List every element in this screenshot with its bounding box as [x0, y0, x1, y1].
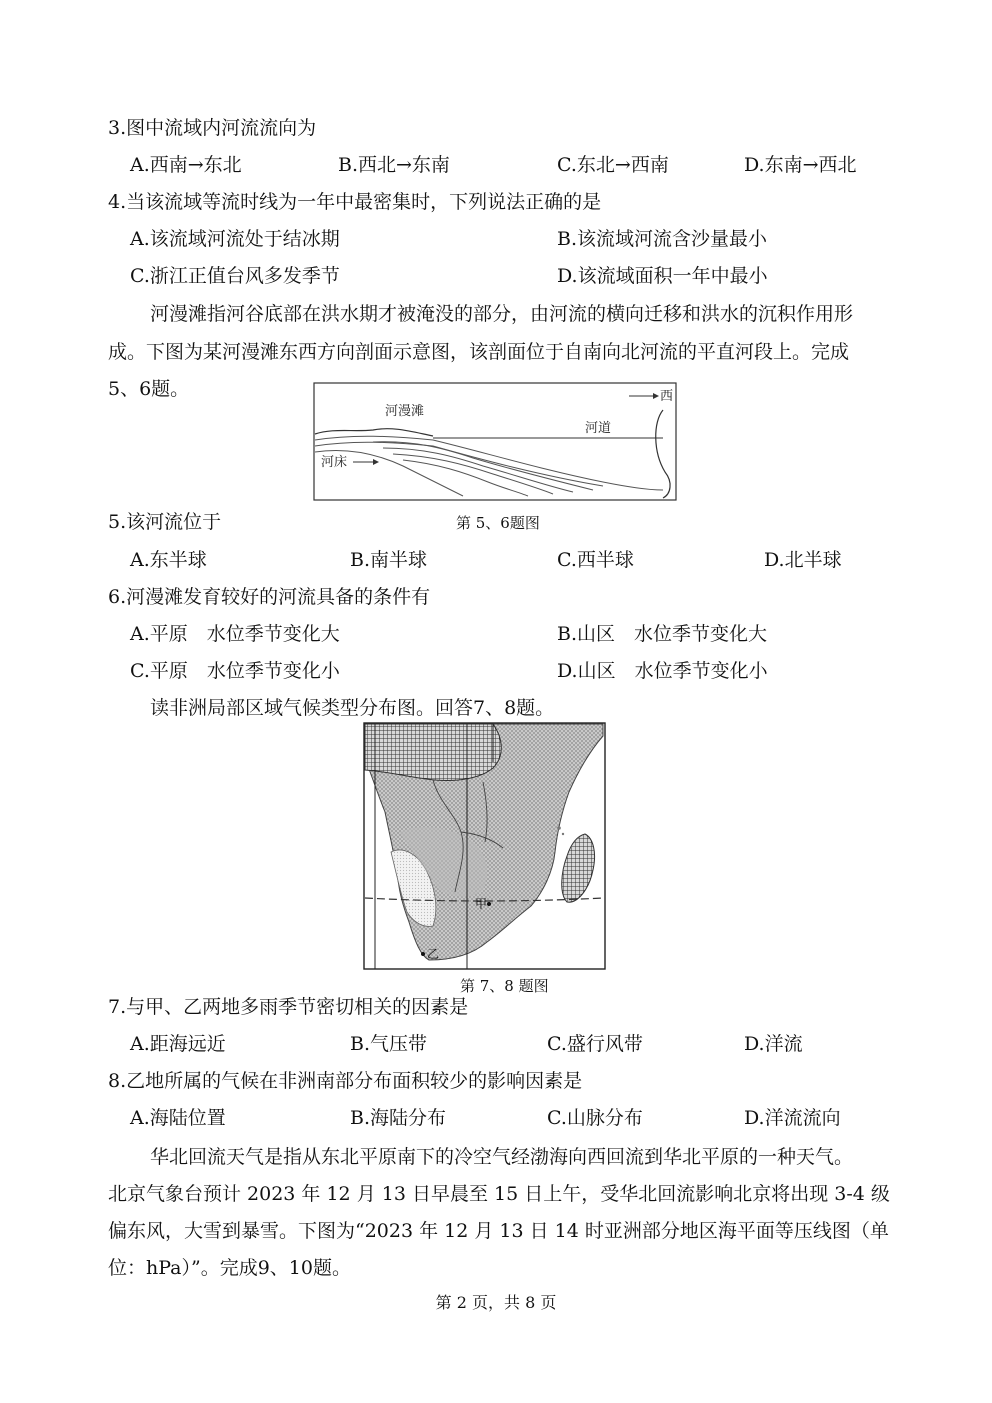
- q8-option-b: B.海陆分布: [350, 1107, 447, 1129]
- page-footer: 第 2 页，共 8 页: [435, 1293, 557, 1312]
- passage910-line3: 偏东风，大雪到暴雪。下图为“2023 年 12 月 13 日 14 时亚洲部分地区海平面等压线图（单: [108, 1220, 889, 1242]
- label-floodplain: 河漫滩: [385, 404, 425, 419]
- q3-option-d: D.东南→西北: [744, 154, 857, 176]
- passage910-line4: 位：hPa）”。完成9、10题。: [108, 1257, 351, 1279]
- q5-option-c: C.西半球: [557, 549, 634, 571]
- q7-stem: 7.与甲、乙两地多雨季节密切相关的因素是: [108, 996, 469, 1018]
- label-riverbed: 河床: [321, 455, 348, 470]
- q8-option-d: D.洋流流向: [744, 1107, 841, 1129]
- q4-stem: 4.当该流域等流时线为一年中最密集时，下列说法正确的是: [108, 191, 602, 213]
- q4-option-b: B.该流域河流含沙量最小: [557, 228, 768, 250]
- label-west: 西: [660, 389, 674, 404]
- q5-option-d: D.北半球: [764, 549, 842, 571]
- q6-stem: 6.河漫滩发育较好的河流具备的条件有: [108, 586, 431, 608]
- q5-option-a: A.东半球: [130, 549, 207, 571]
- label-yi: 乙: [427, 947, 440, 961]
- q7-option-d: D.洋流: [744, 1033, 803, 1055]
- passage56-line2: 成。下图为某河漫滩东西方向剖面示意图，该剖面位于自南向北河流的平直河段上。完成: [108, 341, 850, 363]
- q3-option-c: C.东北→西南: [557, 154, 669, 176]
- q7-option-b: B.气压带: [350, 1033, 428, 1055]
- africa-climate-map: [363, 722, 606, 970]
- q4-option-d: D.该流域面积一年中最小: [557, 265, 768, 287]
- q6-option-b: B.山区 水位季节变化大: [557, 623, 768, 645]
- passage56-line3: 5、6题。: [108, 378, 190, 400]
- q6-option-a: A.平原 水位季节变化大: [130, 623, 340, 645]
- q5-option-b: B.南半球: [350, 549, 428, 571]
- q8-option-a: A.海陆位置: [130, 1107, 226, 1129]
- floodplain-cross-section-diagram: [313, 382, 677, 502]
- label-channel: 河道: [585, 421, 612, 436]
- passage910-line2: 北京气象台预计 2023 年 12 月 13 日早晨至 15 日上午，受华北回流影响北京将出现 3-4 级: [108, 1183, 890, 1205]
- fig56-caption: 第 5、6题图: [456, 514, 540, 532]
- q5-stem: 5.该河流位于: [108, 511, 222, 533]
- q8-stem: 8.乙地所属的气候在非洲南部分布面积较少的影响因素是: [108, 1070, 583, 1092]
- q6-option-c: C.平原 水位季节变化小: [130, 660, 340, 682]
- q3-option-b: B.西北→东南: [338, 154, 450, 176]
- q4-option-a: A.该流域河流处于结冰期: [130, 228, 340, 250]
- q3-option-a: A.西南→东北: [130, 154, 242, 176]
- q4-option-c: C.浙江正值台风多发季节: [130, 265, 340, 287]
- q6-option-d: D.山区 水位季节变化小: [557, 660, 768, 682]
- passage78-text: 读非洲局部区域气候类型分布图。回答7、8题。: [150, 697, 555, 719]
- q3-stem: 3.图中流域内河流流向为: [108, 117, 317, 139]
- passage910-line1: 华北回流天气是指从东北平原南下的冷空气经渤海向西回流到华北平原的一种天气。: [150, 1146, 854, 1168]
- passage56-line1: 河漫滩指河谷底部在洪水期才被淹没的部分，由河流的横向迁移和洪水的沉积作用形: [150, 303, 854, 325]
- q7-option-c: C.盛行风带: [547, 1033, 643, 1055]
- q7-option-a: A.距海远近: [130, 1033, 226, 1055]
- label-jia: 甲: [475, 897, 488, 911]
- q8-option-c: C.山脉分布: [547, 1107, 643, 1129]
- fig78-caption: 第 7、8 题图: [460, 977, 549, 995]
